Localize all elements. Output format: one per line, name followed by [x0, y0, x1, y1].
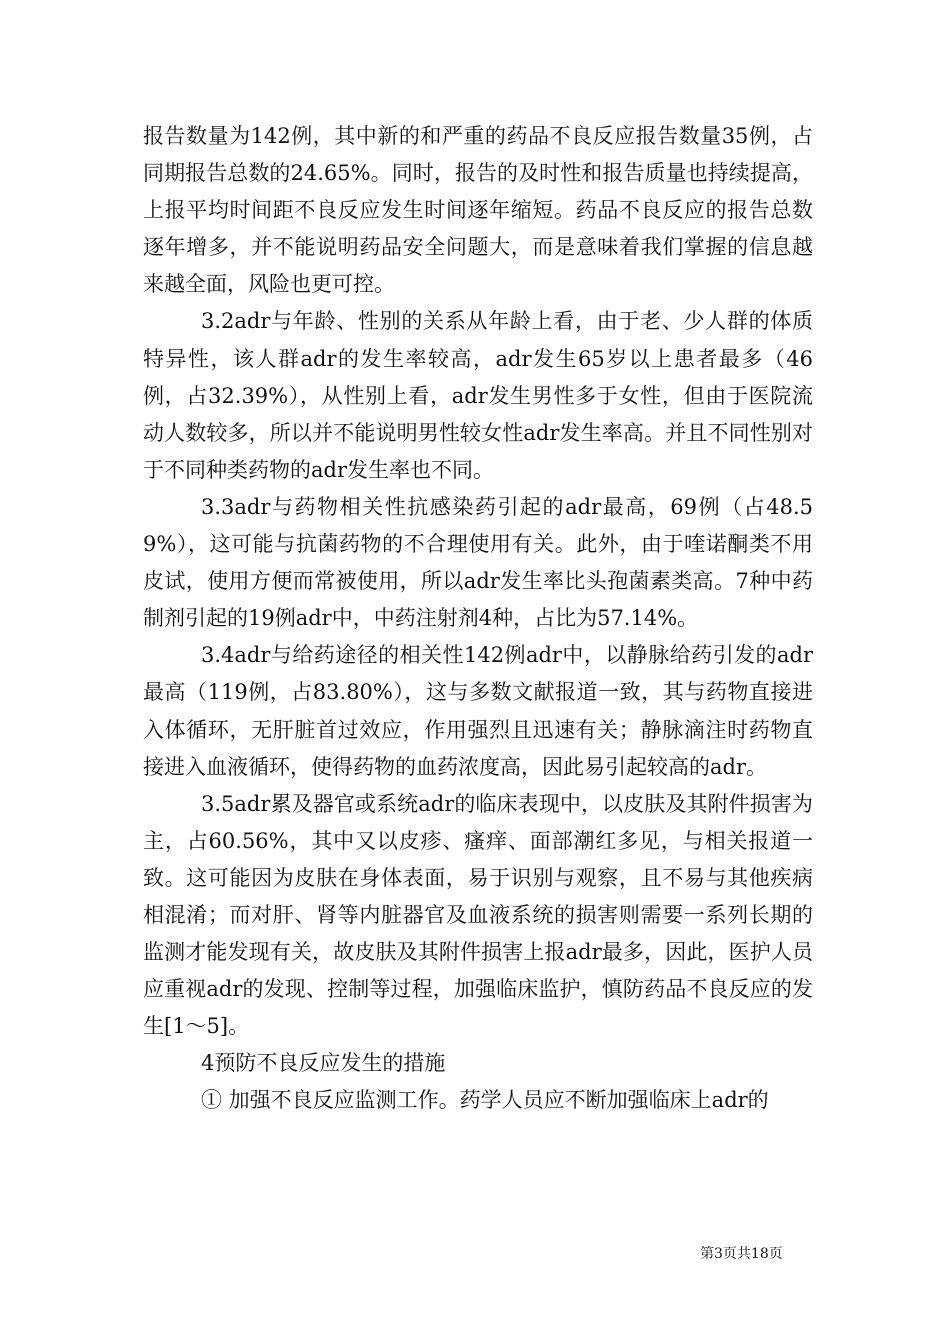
page-number-footer: 第3页共18页 [700, 1246, 783, 1262]
body-text [143, 118, 813, 1120]
paragraph-drug-correlation: 3.3adr与药物相关性抗感染药引起的adr最高，69例（占48.59%），这可能与抗菌药物的不合理使用有关。此外，由于喹诺酮类不用皮试，使用方便而常被使用，所以adr发生率比头孢菌素类高。7种中药制剂引起的19例adr中，中药注射剂4种，占比为57.14%。 [143, 494, 813, 631]
section-heading-prevention: 4预防不良反应发生的措施 [201, 1051, 446, 1076]
paragraph-prevention-item-1: ① 加强不良反应监测工作。药学人员应不断加强临床上adr的 [201, 1088, 769, 1113]
paragraph-organ-system: 3.5adr累及器官或系统adr的临床表现中，以皮肤及其附件损害为主，占60.56%，其中又以皮疹、瘙痒、面部潮红多见，与相关报道一致。这可能因为皮肤在身体表面，易于识别与观察，且不易与其他疾病相混淆；而对肝、肾等内脏器官及血液系统的损害则需要一系列长期的监测才能发现有关，故皮肤及其附件损害上报adr最多，因此，医护人员应重视adr的发现、控制等过程，加强临床监护，慎防药品不良反应的发生[1～5]。 [143, 791, 813, 1039]
paragraph-age-gender: 3.2adr与年龄、性别的关系从年龄上看，由于老、少人群的体质特异性，该人群adr的发生率较高，adr发生65岁以上患者最多（46例，占32.39%），从性别上看，adr发生男性多于女性，但由于医院流动人数较多，所以并不能说明男性较女性adr发生率高。并且不同性别对于不同种类药物的adr发生率也不同。 [143, 309, 813, 482]
paragraph-administration-route: 3.4adr与给药途径的相关性142例adr中，以静脉给药引发的adr最高（119例，占83.80%），这与多数文献报道一致，其与药物直接进入体循环，无肝脏首过效应，作用强烈且迅速有关；静脉滴注时药物直接进入血液循环，使得药物的血药浓度高，因此易引起较高的adr。 [143, 643, 813, 779]
paragraph-report-count: 报告数量为142例，其中新的和严重的药品不良反应报告数量35例，占同期报告总数的24.65%。同时，报告的及时性和报告质量也持续提高，上报平均时间距不良反应发生时间逐年缩短。药品不良反应的报告总数逐年增多，并不能说明药品安全问题大，而是意味着我们掌握的信息越来越全面，风险也更可控。 [143, 124, 813, 297]
